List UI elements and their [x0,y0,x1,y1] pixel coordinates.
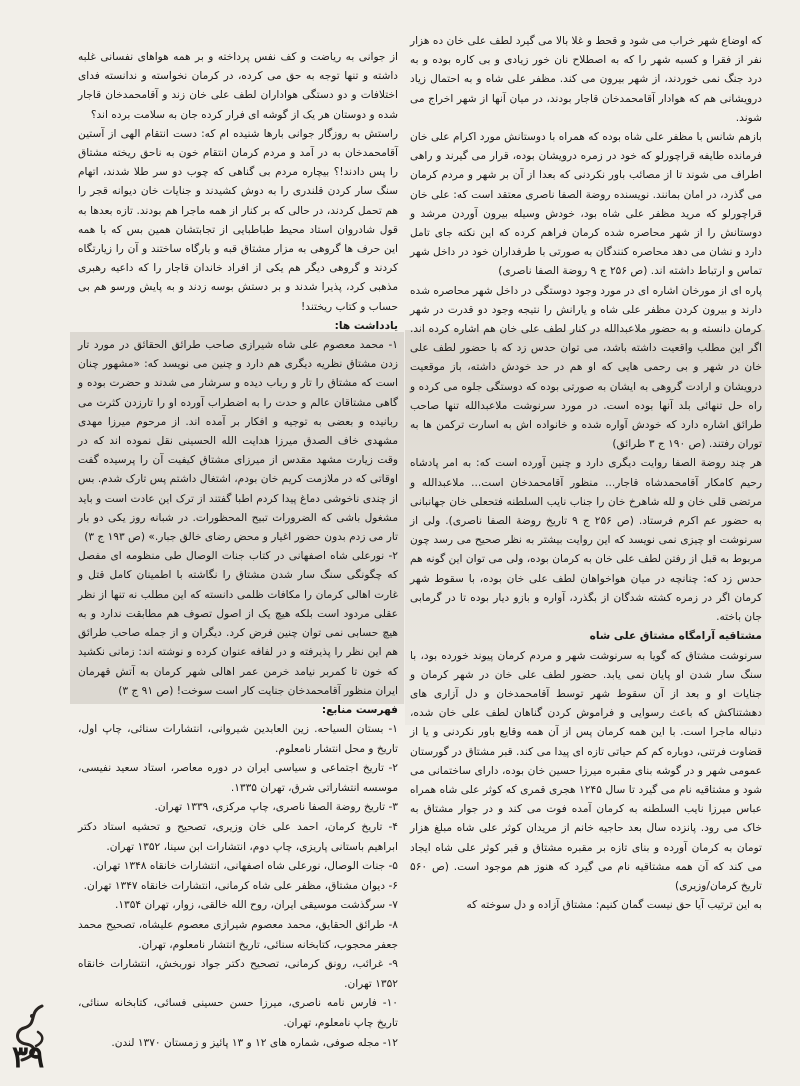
body-paragraph: راستش به روزگار جوانی بارها شنیده ام که: دست انتقام الهی از آستین آقامحمدخان به در آمد و مردم کرمان انتقام خون به ناحق ریخته مشتاق را پس دادند!؟ بیچاره مردم بی گناهی که چوب دو سر طلا شدند، اتهام سنگ سار کردن قلندری را به دوش کشیدند و جنایات خان دیوانه قجر را هم تحمل کردند، در حالی که بر کنار از همه ماجرا هم بودند. تازه بعدها به قول شادروان استاد محیط طباطبایی از تجابتشان همین بس که با همه این حرف ها گروهی به مزار مشتاق قبه و بارگاه ساختند و آن را زیارتگاه کردند و گروهی دیگر هم یکی از افراد خاندان قاجار را که داعیه رهبری مذهبی کرد، پذیرا شدند و بر دستش بوسه زدند و به پایش ورسو هم بی حساب و کتاب ریختند! [78,127,398,313]
body-paragraph: که اوضاع شهر خراب می شود و قحط و غلا بالا می گیرد لطف علی خان ده هزار نفر از فقرا و کسبه شهر را که به اصطلاح نان خور زیادی و بی کاره بوده و به درد جنگ نمی خوردند، از شهر بیرون می کند. مظفر علی شاه و به احتمال زیاد درویشانی هم که هوادار آقامحمدخان قاجار بودند، در میان آنها از شهر اخراج می شوند. [410,35,762,124]
reference-item: ۷- سرگذشت موسیقی ایران، روح الله خالقی، زوار، تهران ۱۳۵۴. [114,899,398,912]
reference-item: ۱۲- مجله صوفی، شماره های ۱۲ و ۱۳ پائیز و زمستان ۱۳۷۰ لندن. [111,1036,398,1049]
right-column [410,32,762,915]
reference-item: ۹- غرائب، رونق کرمانی، تصحیح دکتر جواد نوربخش، انتشارات خانقاه ۱۳۵۲ تهران. [78,958,398,990]
reference-item: ۳- تاریخ روضة الصفا ناصری، چاپ مرکزی، ۱۳۳۹ تهران. [154,801,398,814]
reference-item: ۶- دیوان مشتاق، مظفر علی شاه کرمانی، انتشارات خانقاه ۱۳۴۷ تهران. [83,879,398,892]
reference-item: ۱- بستان السیاحه. زین العابدین شیروانی، انتشارات سنائی، چاپ اول، تاریخ و محل انتشار نامعلوم. [78,723,398,755]
reference-item: ۱۰- فارس نامه ناصری، میرزا حسن حسینی فسائی، کتابخانه سنائی، تاریخ چاپ نامعلوم، تهران. [78,997,398,1030]
reference-item: ۸- طرائق الحقایق، محمد معصوم شیرازی معصوم علیشاه، تصحیح محمد جعفر محجوب، کتابخانه سنائی، تاریخ انتشار نامعلوم، تهران. [78,919,398,951]
body-paragraph: از جوانی به ریاضت و کف نفس پرداخته و بر همه هواهای نفسانی غلبه داشته و تنها توجه به حق می کرده، در کرمان نخواسته و ندانسته فدای اختلافات و دو دستگی هواداران لطف علی خان زند و آقامحمدخان قاجار شده و دوستان هر یک از گوشه ای فرار کرده جان به سلامت برده اند؟ [78,51,398,121]
body-paragraph: سرنوشت مشتاق که گویا به سرنوشت شهر و مردم کرمان پیوند خورده بود، با سنگ سار شدن او پایان نمی یابد. حضور لطف علی خان در شهر کرمان و جنایات او و بعد از آن سقوط شهر توسط آقامحمدخان و دل آزاری های دهشتناکش که باعث رسوایی و فراموش کردن گناهان لطف علی خان شده، دنباله ماجرا است. با این همه کرمان پس از آن همه وقایع باور نکردنی و یا از قضاوت فرتنی، دوباره کم کم حیاتی تازه ای پیدا می کند. قبر مشتاق در گورستان عمومی شهر و در گوشه بنای مقبره میرزا حسین خان بوده، دارای ساختمانی می شود و مشتاقیه نام می گیرد تا سال ۱۲۴۵ هجری قمری که کوثر علی شاه همراه عباس میرزا نایب السلطنه به کرمان آمده فوت می کند و در جوار مشتاق به خاک می رود. پانزده سال بعد حاجیه خانم از مریدان کوثر علی شاه مبلغ هزار تومان به کرمان آورده و بنای تازه بر مقبره مشتاق و قبر کوثر علی شاه ایجاد می کند که آن همه مشتاقیه نام می گیرد که هنوز هم موجود است. (ص ۵۶۰ تاریخ کرمان/وزیری) [410,649,762,892]
body-paragraph: هر چند روضة الصفا روایت دیگری دارد و چنین آورده است که: به امر پادشاه رحیم کامکار آقامحمدشاه قاجار... منظور آقامحمدخان است... ملاعبدالله و مرتضی قلی خان و لله شاهرخ خان را جناب نایب السلطنه فتحعلی خان جهانبانی به حضور عم اکرم فرستاد. (ص ۲۵۶ ج ۹ تاریخ روضة الصفا ناصری). ولی از سرنوشت او چیزی نمی نویسد که این روایت بیشتر به نظر صحیح می رسد چون مربوط به قبل از رفتن لطف علی خان به کرمان بوده، ولی می توان این گونه هم حدس زد که: چنانچه در میان هواخواهان لطف علی خان بوده، با سقوط شهر کرمان اگر در زمره کشته شدگان از بگذرد، آواره و بازو دیار بوده تا در گرمابی جان باخته. [410,457,762,624]
body-paragraph: به این ترتیب آیا حق نیست گمان کنیم: مشتاق آزاده و دل سوخته که [466,899,762,912]
left-column [78,48,398,1053]
reference-item: ۴- تاریخ کرمان، احمد علی خان وزیری، تصحیح و تحشیه استاد دکتر ابراهیم باستانی پاریزی، چاپ دوم، انتشارات ابن سینا، ۱۳۵۲ تهران. [78,821,398,853]
body-paragraph: پاره ای از مورخان اشاره ای در مورد وجود دوستگی در داخل شهر محاصره شده دارند و بیرون کردن مظفر علی شاه و یارانش را نتیجه وجود دو قدرت در شهر کرمان دانسته و به حضور ملاعبدالله در کنار لطف علی خان هم اشاره کرده اند. اگر این مطلب واقعیت داشته باشد، می توان حدس زد که با حضور لطف علی خان در شهر و بی رحمی هایی که او هم در حد خودش داشته، باز موقعیت درویشان و ارادت گروهی به ایشان به صورتی بوده که دوستگی جلوه می کرده و راه حل تنهائی بلد آنها بوده است. در مورد سرنوشت ملاعبدالله تنها صاحب طرائق اشاره دارد که خودش آواره شده و خانواده اش به اسارت ترکمن ها به توران رفتند. (ص ۱۹۰ ج ۳ طرائق) [410,284,762,451]
body-paragraph: بازهم شانس با مظفر علی شاه بوده که همراه با دوستانش مورد اکرام علی خان فرمانده طایفه قراچورلو که خود در زمره درویشان بوده، قرار می گیرند و راهی اطراف می شوند تا از مصائب باور نکردنی که بعدا از آن بر شهر و مردم کرمان می گذرد، در امان بمانند. نویسنده روضة الصفا ناصری معتقد است که: علی خان قراچورلو که مرید مظفر علی شاه بود، خودش وسیله بیرون آوردن مرشد و دوستانش را از شهر محاصره شده کرمان فراهم کرده که این نکته جای تامل دارد و نشان می دهد محاصره کنندگان به صورتی با طرفداران خود در داخل شهر تماس و ارتباط داشته اند. (ص ۲۵۶ ج ۹ روضة الصفا ناصری) [410,131,762,278]
reference-item: ۵- جنات الوصال، نورعلی شاه اصفهانی، انتشارات خانقاه ۱۳۴۸ تهران. [92,860,398,873]
notes-title: یادداشت ها: [334,319,398,332]
page-number: ۳۹ [12,1040,45,1075]
references-list [78,720,398,1053]
reference-item: ۲- تاریخ اجتماعی و سیاسی ایران در دوره معاصر، استاد سعید نفیسی، موسسه انتشاراتی شرق، تهران ۱۳۳۵. [78,762,398,794]
footnote: ۲- نورعلی شاه اصفهانی در کتاب جنات الوصال طی منظومه ای مفصل که چگونگی سنگ سار شدن مشتاق را نگاشته با اطمینان کامل قتل و غارت اهالی کرمان را مکافات ظلمی دانسته که این مطلب نه تنها از نظر عقلی مردود است بلکه هیچ یک از اصول تصوف هم مطابقت ندارد و به هیچ حسابی نمی توان چنین فرض کرد. دیگران و از جمله صاحب طرائق هم این نظر را پذیرفته و در لفافه عنوان کرده و نوشته اند: زمانی نکشید که خون تا کمربر نیامد خرمن عمر اهالی شهر کرمان به آتش قهرمان ایران منظور آقامحمدخان جنایت کار است سوخت! (ص ۹۱ ج ۳) [78,550,398,697]
references-title: فهرست منابع: [321,703,398,716]
footnote: ۱- محمد معصوم علی شاه شیرازی صاحب طرائق الحقائق در مورد تار زدن مشتاق نظریه دیگری هم دارد و چنین می نویسد که: «مشهور چنان است که مشتاق را تار و رباب دیده و سرشار می شدند و حضرت بوده و گاهی مشتاقان عالم و حدت را به اضطراب آورده او را تارزدن کثرت می ربانیده و بعضی به توجیه و افکار بر آمده اند. از مرحوم میرزا مهدی مشهدی خاف الصدق میرزا هدایت الله الحسینی نقل نموده اند که در وقت زیارت مشهد مقدس از میرزای مشتاق کیفیت آن را پرسیده گفت اوقاتی که در ملازمت کریم خان بودم، اشتغال داشتم پس تارک شدم. بس از چندی ناخوشی دماغ پیدا کردم اطبا گفتند از ترک این عادت است و باید مشغول باشی که الضرورات تبیح المحظورات. در شبانه روز یکی دو بار تار می زدم بدون حضور اغیار و محض رضای خالق جبار.» (ص ۱۹۳ ج ۳) [78,339,398,544]
section-heading: مشتاقیه آرامگاه مشتاق علی شاه [589,630,762,643]
